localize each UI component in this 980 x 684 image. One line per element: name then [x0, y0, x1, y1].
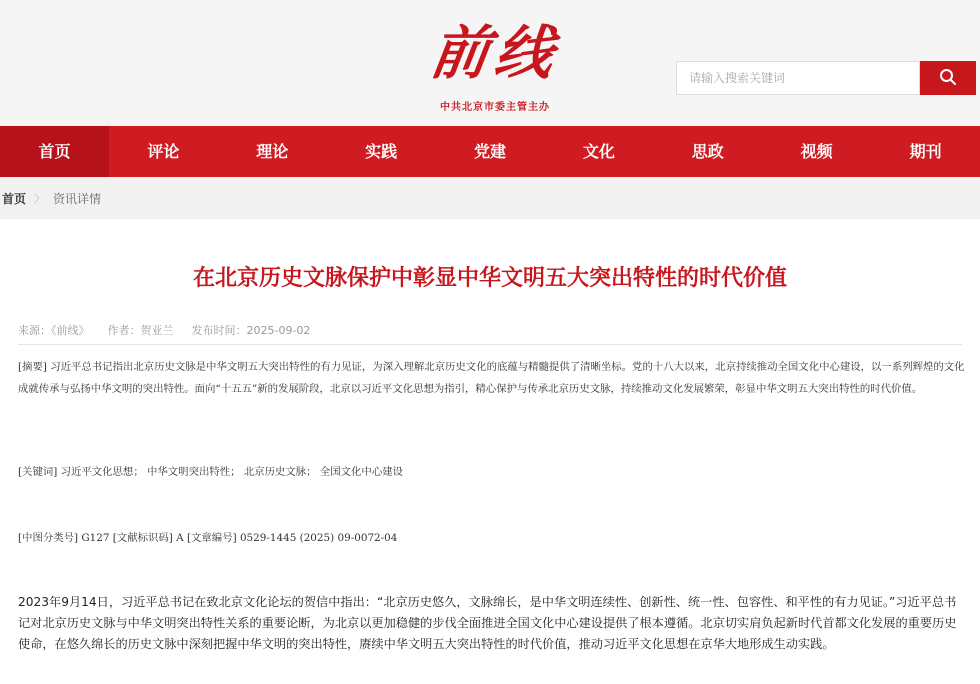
article-classification: [中图分类号] G127 [文献标识码] A [文章编号] 0529-1445 (2025) 09-0072-04	[18, 532, 398, 544]
nav-item-video[interactable]: 视频	[800, 142, 833, 161]
nav-item-culture[interactable]: 文化	[582, 142, 615, 161]
nav-item-practice[interactable]: 实践	[365, 142, 398, 161]
breadcrumb-separator: 〉	[34, 192, 46, 205]
article-meta	[18, 322, 310, 338]
search-bar	[676, 61, 976, 95]
nav-item-party-building[interactable]: 党建	[474, 142, 507, 161]
nav-item-ideology[interactable]: 思政	[691, 142, 724, 161]
article-title: 在北京历史文脉保护中彰显中华文明五大突出特性的时代价值	[192, 266, 787, 291]
nav-item-journal[interactable]: 期刊	[909, 142, 942, 161]
article-source: 来源：《前线》	[18, 324, 90, 337]
main-nav	[0, 126, 980, 177]
article-publish-time: 发布时间：2025-09-02	[191, 324, 311, 337]
breadcrumb	[0, 177, 980, 219]
nav-item-theory[interactable]: 理论	[256, 142, 289, 161]
article-abstract: [摘要] 习近平总书记指出北京历史文脉是中华文明五大突出特性的有力见证，为深入理解北京历史文化的底蕴与精髓提供了清晰坐标。党的十八大以来，北京持续推动全国文化中心建设，以一系列辉煌的文化成就传承与弘扬中华文明的突出特性。面向“十五五”新的发展阶段，北京以习近平文化思想为指引，精心保护与传承北京历史文脉，持续推动文化发展繁荣，彰显中华文明五大突出特性的时代价值。	[18, 361, 965, 395]
search-icon	[939, 68, 957, 89]
article-body-paragraph: 2023年9月14日，习近平总书记在致北京文化论坛的贺信中指出：“北京历史悠久，文脉绵长，是中华文明连续性、创新性、统一性、包容性、和平性的有力见证。”习近平总书记对北京历史文脉与中华文明突出特性关系的重要论断，为北京以更加稳健的步伐全面推进全国文化中心建设提供了根本遵循。北京切实肩负起新时代首都文化发展的重要历史使命，在悠久绵长的历史文脉中深刻把握中华文明的突出特性，赓续中华文明五大突出特性的时代价值，推动习近平文化思想在京华大地形成生动实践。	[18, 595, 957, 651]
meta-divider	[18, 344, 962, 345]
nav-item-home[interactable]: 首页	[0, 126, 109, 177]
breadcrumb-home[interactable]: 首页	[2, 191, 27, 206]
article-keywords: [关键词] 习近平文化思想； 中华文明突出特性； 北京历史文脉； 全国文化中心建设	[18, 466, 403, 478]
article-author: 作者：贺亚兰	[107, 324, 174, 337]
site-header	[0, 0, 980, 126]
nav-item-commentary[interactable]: 评论	[147, 142, 180, 161]
article-container	[0, 219, 980, 684]
logo-text: 前线	[426, 19, 564, 87]
search-input[interactable]	[676, 61, 920, 95]
logo-subtitle: 中共北京市委主管主办	[440, 102, 550, 113]
breadcrumb-current: 资讯详情	[53, 191, 102, 206]
site-logo[interactable]	[420, 10, 570, 122]
search-button[interactable]	[920, 61, 976, 95]
